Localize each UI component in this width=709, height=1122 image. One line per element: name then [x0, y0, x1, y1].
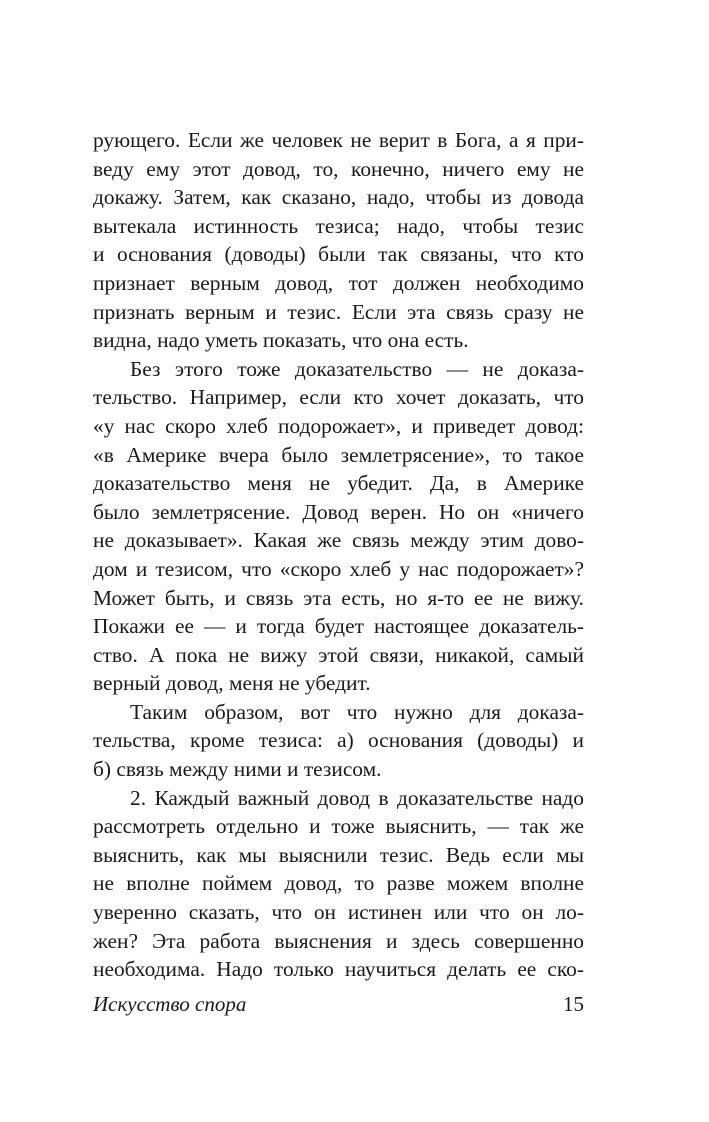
- text-line: рующего. Если же человек не верит в Бога, а я при-: [93, 128, 584, 152]
- text-line: жен? Эта работа выяснения и здесь совершенно: [93, 928, 584, 953]
- text-line: не вполне поймем довод, то разве можем вполне: [93, 871, 584, 896]
- text-line: «у нас скоро хлеб подорожает», и приведет довод:: [93, 413, 584, 438]
- running-footer-title: Искусство спора: [93, 992, 247, 1016]
- text-line: ство. А пока не вижу этой связи, никакой, самый: [93, 642, 584, 667]
- paragraph-start-line: Без этого тоже доказательство — не доказа-: [130, 356, 584, 381]
- text-line: тельства, кроме тезиса: а) основания (доводы) и: [93, 728, 584, 753]
- paragraph-start-line: Таким образом, вот что нужно для доказа-: [130, 699, 584, 724]
- text-line: рассмотреть отдельно и тоже выяснить, — так же: [93, 814, 584, 839]
- text-line: доказательство меня не убедит. Да, в Америке: [93, 471, 584, 496]
- page-number: 15: [563, 992, 584, 1016]
- text-line: веду ему этот довод, то, конечно, ничего ему не: [93, 156, 584, 181]
- text-line: верный довод, меня не убедит.: [93, 671, 371, 696]
- text-line: признает верным довод, тот должен необходимо: [93, 270, 584, 295]
- text-line: «в Америке вчера было землетрясение», то такое: [93, 442, 584, 467]
- page-body-text: [93, 126, 584, 984]
- text-line: уверенно сказать, что он истинен или что он ло-: [93, 900, 584, 925]
- text-line: было землетрясение. Довод верен. Но он «ничего: [93, 499, 584, 524]
- text-line: тельство. Например, если кто хочет доказать, что: [93, 385, 584, 410]
- text-line: Может быть, и связь эта есть, но я-то ее не вижу.: [93, 585, 584, 610]
- text-line: выяснить, как мы выяснили тезис. Ведь если мы: [93, 842, 584, 867]
- text-line: дом и тезисом, что «скоро хлеб у нас подорожает»?: [93, 556, 584, 581]
- text-line: Покажи ее — и тогда будет настоящее доказатель-: [93, 614, 584, 639]
- text-line: не доказывает». Какая же связь между этим дово-: [93, 528, 584, 553]
- text-line: необходима. Надо только научиться делать ее ско-: [93, 957, 584, 982]
- text-line: докажу. Затем, как сказано, надо, чтобы из довода: [93, 185, 584, 210]
- text-line: признать верным и тезис. Если эта связь сразу не: [93, 299, 584, 324]
- text-line: видна, надо уметь показать, что она есть.: [93, 328, 469, 353]
- text-line: б) связь между ними и тезисом.: [93, 757, 382, 782]
- text-line: и основания (доводы) были так связаны, что кто: [93, 242, 584, 267]
- paragraph-start-line: 2. Каждый важный довод в доказательстве надо: [130, 785, 584, 810]
- text-line: вытекала истинность тезиса; надо, чтобы тезис: [93, 213, 584, 238]
